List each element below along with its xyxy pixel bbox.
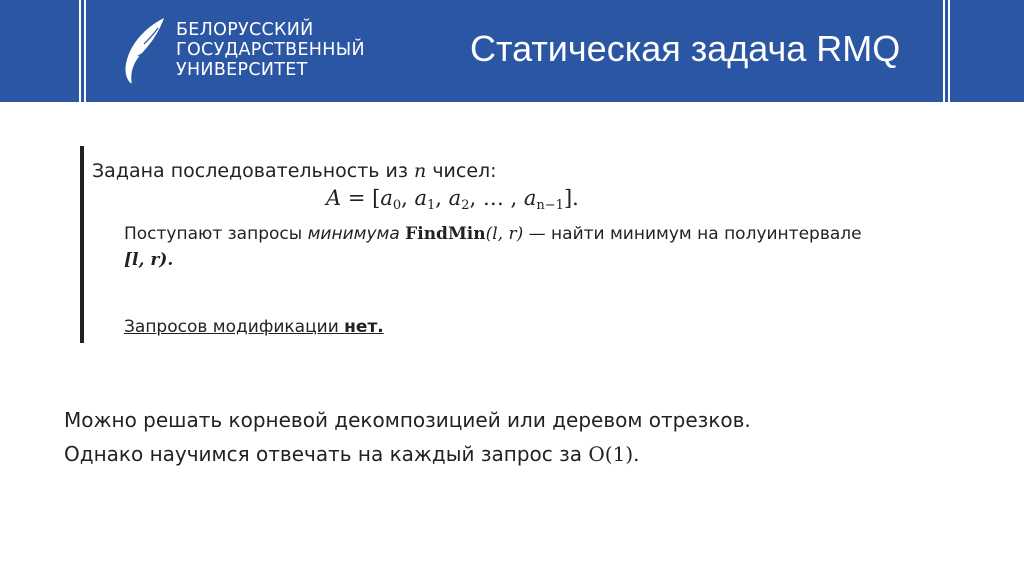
mod-bold: нет. [344,317,384,337]
formula-dots: … [482,186,504,210]
interval-text [124,250,173,270]
formula-a1: a [414,186,428,210]
formula-lhs: A [326,186,342,210]
complexity-prefix: Однако научимся отвечать на каждый запрос за [64,442,589,466]
formula-a2: a [448,186,462,210]
formula-subn: n−1 [536,198,564,213]
query-emphasis: минимума [307,224,400,244]
query-statement [124,224,862,244]
formula-sub2: 2 [461,198,470,213]
sequence-suffix: чисел: [426,160,497,182]
formula-sub0: 0 [392,198,402,213]
quote-bar [80,146,84,343]
variable-n: n [414,160,427,182]
sequence-formula: $A = [a_0$, $a_1$, $a_2$, … , $a_{n-1}$]. [326,186,579,213]
feather-icon [118,16,170,86]
sequence-prefix: Задана последовательность из [92,160,415,182]
mod-text: Запросов модификации [124,317,345,337]
approach-line: Можно решать корневой декомпозицией или деревом отрезков. [64,408,751,432]
query-prefix: Поступают запросы [124,224,308,244]
complexity-value: O(1). [588,442,640,466]
slide-title: Статическая задача RMQ [470,28,901,69]
logo-line-2: ГОСУДАРСТВЕННЫЙ [176,40,365,60]
logo-line-3: УНИВЕРСИТЕТ [176,60,308,80]
formula-an: a [523,186,537,210]
interval: [l, r). [124,250,174,270]
logo-line-1: БЕЛОРУССКИЙ [176,20,314,40]
modification-statement [124,317,384,337]
header-divider-right-inner [948,0,950,102]
query-function: FindMin [405,224,486,244]
university-logo-text [176,20,365,80]
query-args: (l, r) [485,224,524,244]
formula-close: ]. [563,186,579,210]
query-suffix: — найти минимум на полуинтервале [523,224,862,244]
complexity-line [64,442,640,466]
header-divider-left [79,0,81,102]
formula-a0: a [380,186,393,210]
slide-header [0,0,1024,102]
formula-sub1: 1 [427,198,436,213]
header-divider-right [943,0,945,102]
header-divider-left-inner [84,0,86,102]
sequence-statement [92,160,497,182]
formula-eq: = [ [341,186,381,210]
